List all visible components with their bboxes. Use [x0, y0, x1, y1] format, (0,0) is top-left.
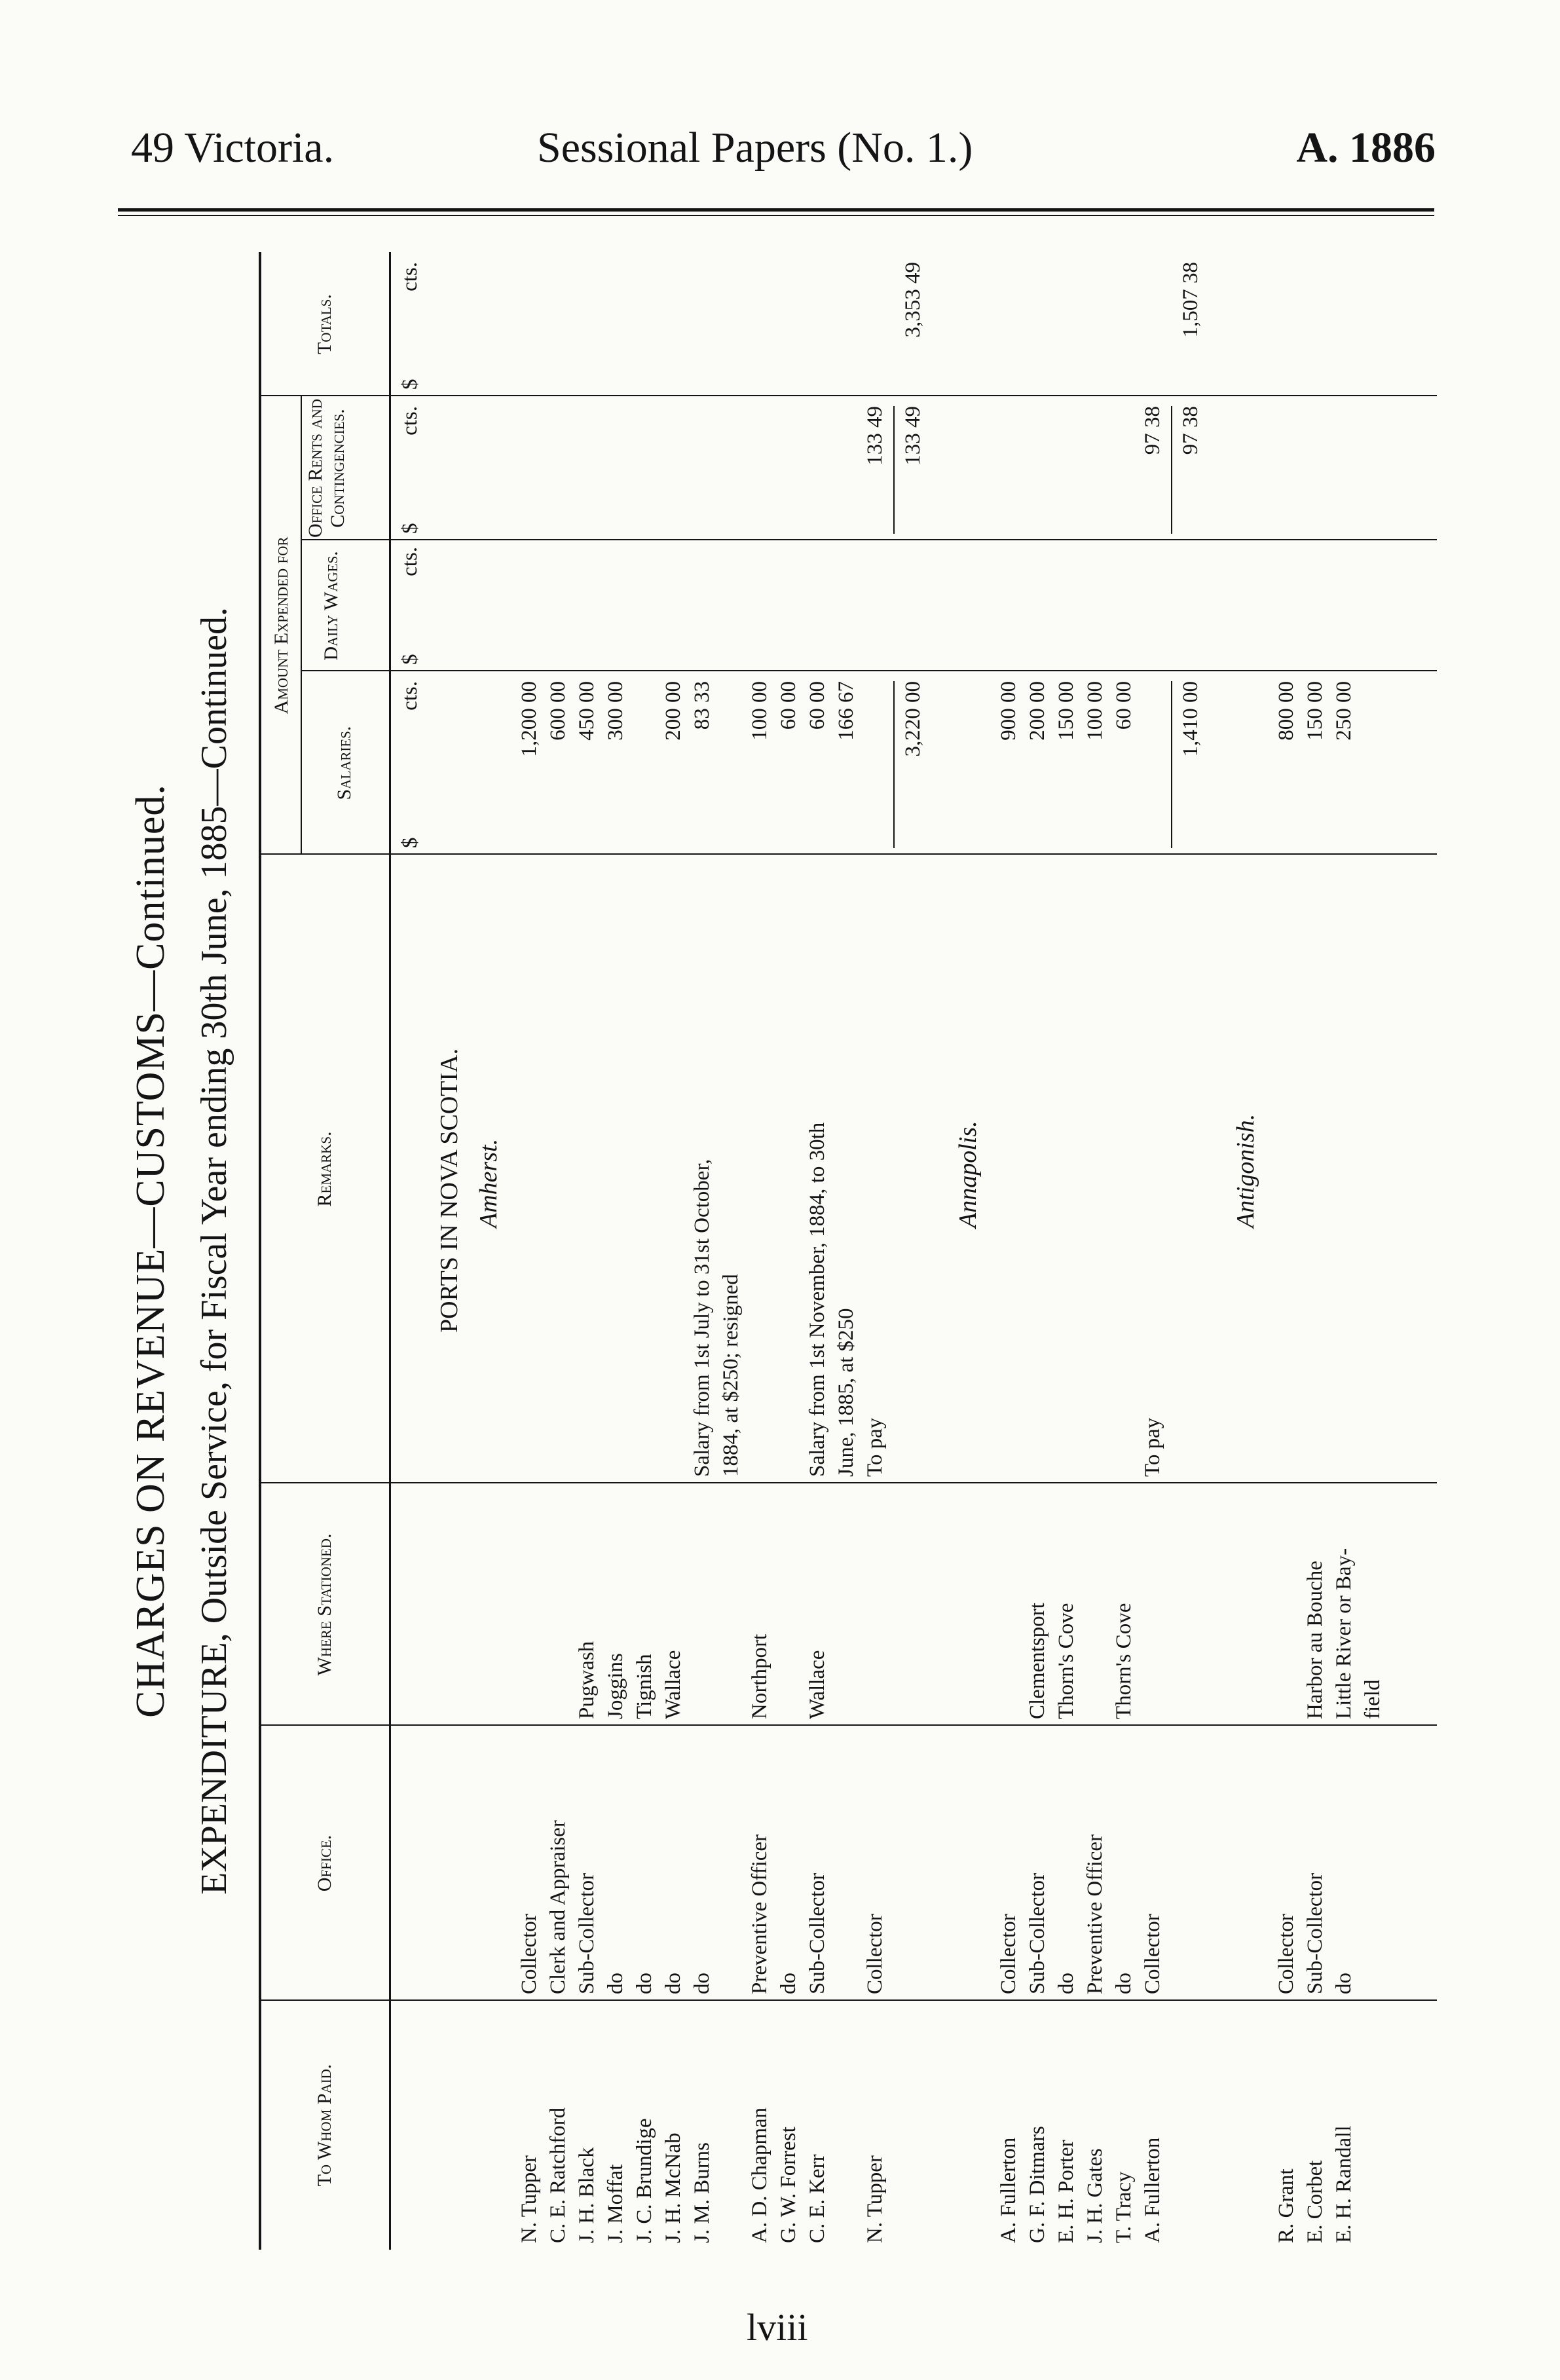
header-rule: [118, 208, 1434, 212]
cell-sal: 100 00: [748, 681, 771, 741]
cell-whom: A. Fullerton: [1141, 2137, 1164, 2243]
cell-off: 97 38: [1141, 406, 1164, 455]
cell-whom: J. H. McNab: [661, 2132, 685, 2243]
cell-where: Joggins: [604, 1653, 627, 1719]
column-rule: [302, 670, 1437, 671]
col-head-office-rents: Office Rents and Contingencies.: [305, 399, 348, 538]
cell-sal: 60 00: [1112, 681, 1136, 730]
cell-whom: G. F. Ditmars: [1026, 2126, 1049, 2243]
column-rule: [261, 1999, 1437, 2001]
col-head-office: Office.: [314, 1834, 335, 1892]
cell-office: Preventive Officer: [1083, 1834, 1107, 1994]
units-label: [396, 262, 424, 390]
subtotal-rule: [893, 681, 895, 848]
cell-office: Collector: [1141, 1914, 1164, 1994]
cell-office: do: [604, 1973, 627, 1994]
cell-office: Sub-Collector: [1303, 1872, 1327, 1994]
column-rule: [261, 1724, 1437, 1726]
cell-sal: 150 00: [1054, 681, 1078, 741]
cell-office: Preventive Officer: [748, 1834, 771, 1994]
cell-whom: E. H. Porter: [1054, 2140, 1078, 2243]
cell-where: Wallace: [661, 1650, 685, 1719]
cell-where: Clementsport: [1026, 1603, 1049, 1719]
dollar-unit: $: [398, 379, 422, 390]
cell-whom: C. E. Kerr: [806, 2154, 829, 2243]
cell-sal: 450 00: [575, 681, 599, 741]
subtotal-office-rents: 133 49: [901, 406, 925, 466]
cell-office: do: [1112, 1973, 1136, 1994]
cents-unit: cts.: [398, 262, 422, 291]
cell-whom: N. Tupper: [863, 2155, 887, 2243]
cell-where: Wallace: [806, 1650, 829, 1719]
cell-where: Pugwash: [575, 1641, 599, 1719]
subtotal-rule: [1171, 406, 1172, 534]
cell-sal: 200 00: [661, 681, 685, 741]
col-head-amount: Amount Expended for: [270, 536, 292, 715]
page-subtitle: EXPENDITURE, Outside Service, for Fiscal Year ending 30th June, 1885—Continued.: [194, 607, 234, 1895]
cell-remarks: To pay: [1141, 1417, 1164, 1477]
cell-office: Clerk and Appraiser: [546, 1820, 570, 1994]
col-head-daily: Daily Wages.: [320, 551, 342, 661]
header-bottom-rule: [389, 252, 391, 2250]
cell-where: Harbor au Bouche: [1303, 1561, 1327, 1719]
column-rule: [261, 853, 1437, 855]
port-name: Annapolis.: [954, 1121, 982, 1228]
cell-whom: A. D. Chapman: [748, 2107, 771, 2243]
cell-where: Little River or Bay- field: [1332, 1548, 1384, 1719]
section-heading: PORTS IN NOVA SCOTIA.: [436, 1048, 463, 1333]
amount-header-rule: [301, 396, 302, 855]
cents-unit: cts.: [398, 681, 422, 711]
cell-whom: G. W. Forrest: [777, 2127, 800, 2243]
cell-whom: J. Moffat: [604, 2164, 627, 2243]
cell-office: do: [1054, 1973, 1078, 1994]
column-rule: [302, 539, 1437, 540]
cell-office: Collector: [1274, 1914, 1298, 1994]
cell-sal: 300 00: [604, 681, 627, 741]
cell-remarks: To pay: [863, 1417, 887, 1477]
cell-whom: R. Grant: [1274, 2168, 1298, 2243]
cell-where: Tignish: [633, 1654, 656, 1719]
dollar-unit: $: [398, 523, 422, 534]
cell-whom: C. E. Ratchford: [546, 2107, 570, 2243]
cell-whom: J. H. Black: [575, 2147, 599, 2243]
cell-whom: N. Tupper: [517, 2155, 541, 2243]
page-title: CHARGES ON REVENUE—CUSTOMS—Continued.: [128, 784, 173, 1718]
cell-whom: A. Fullerton: [997, 2137, 1020, 2243]
units-label: [396, 406, 424, 534]
subtotal-salaries: 1,410 00: [1179, 681, 1202, 757]
header-right: A. 1886: [1296, 124, 1436, 172]
cell-remarks: Salary from 1st July to 31st October, 1884, at $250; resigned: [690, 1159, 743, 1477]
cell-office: Sub-Collector: [1026, 1872, 1049, 1994]
cell-where: Thorn's Cove: [1112, 1603, 1136, 1719]
col-head-totals: Totals.: [314, 294, 335, 354]
cell-whom: T. Tracy: [1112, 2171, 1136, 2243]
cell-office: Collector: [997, 1914, 1020, 1994]
cell-where: Northport: [748, 1633, 771, 1719]
cell-off: 133 49: [863, 406, 887, 466]
cell-office: do: [690, 1973, 714, 1994]
cell-sal: 60 00 166 67: [806, 681, 858, 741]
dollar-unit: $: [398, 837, 422, 848]
subtotal-salaries: 3,220 00: [901, 681, 925, 757]
cell-sal: 150 00: [1303, 681, 1327, 741]
cell-sal: 600 00: [546, 681, 570, 741]
subtotal-rule: [1171, 681, 1172, 848]
cell-whom: J. H. Gates: [1083, 2148, 1107, 2243]
subtotal-rule: [893, 406, 895, 534]
cell-sal: 100 00: [1083, 681, 1107, 741]
cell-whom: J. C. Brundige: [633, 2118, 656, 2243]
cell-office: Collector: [517, 1914, 541, 1994]
cell-office: Sub-Collector: [806, 1872, 829, 1994]
cell-sal: 800 00: [1274, 681, 1298, 741]
cell-whom: E. H. Randall: [1332, 2125, 1356, 2243]
units-label: [396, 681, 424, 848]
page-number: lviii: [747, 2306, 808, 2349]
subtotal-total: 1,507 38: [1179, 262, 1202, 338]
cell-office: do: [777, 1973, 800, 1994]
subtotal-office-rents: 97 38: [1179, 406, 1202, 455]
rotated-table-page: [121, 252, 1438, 2250]
header-left: 49 Victoria.: [131, 124, 335, 172]
cell-office: do: [661, 1973, 685, 1994]
port-name: Antigonish.: [1232, 1113, 1259, 1228]
cell-sal: 900 00: [997, 681, 1020, 741]
col-head-remarks: Remarks.: [314, 1131, 335, 1207]
cell-where: Thorn's Cove: [1054, 1603, 1078, 1719]
cents-unit: cts.: [398, 406, 422, 436]
col-head-where: Where Stationed.: [314, 1533, 335, 1676]
cell-sal: 1,200 00: [517, 681, 541, 757]
dollar-unit: $: [398, 654, 422, 665]
header-rule-thin: [118, 215, 1434, 216]
column-rule: [261, 1482, 1437, 1483]
cell-office: do: [633, 1973, 656, 1994]
cell-office: Sub-Collector: [575, 1872, 599, 1994]
subtotal-total: 3,353 49: [901, 262, 925, 338]
units-label: [396, 547, 424, 665]
cell-sal: 250 00: [1332, 681, 1356, 741]
cell-office: Collector: [863, 1914, 887, 1994]
expenditure-table: [259, 252, 1437, 2250]
port-name: Amherst.: [475, 1138, 502, 1228]
col-head-salaries: Salaries.: [333, 726, 355, 800]
cell-sal: 60 00: [777, 681, 800, 730]
cell-sal: 200 00: [1026, 681, 1049, 741]
cents-unit: cts.: [398, 547, 422, 576]
cell-remarks: Salary from 1st November, 1884, to 30th June, 1885, at $250: [806, 1122, 858, 1477]
column-rule: [261, 395, 1437, 396]
cell-whom: J. M. Burns: [690, 2142, 714, 2243]
cell-office: do: [1332, 1973, 1356, 1994]
cell-sal: 83 33: [690, 681, 714, 730]
col-head-whom: To Whom Paid.: [314, 2064, 335, 2187]
cell-whom: E. Corbet: [1303, 2160, 1327, 2243]
header-center: Sessional Papers (No. 1.): [537, 124, 973, 172]
